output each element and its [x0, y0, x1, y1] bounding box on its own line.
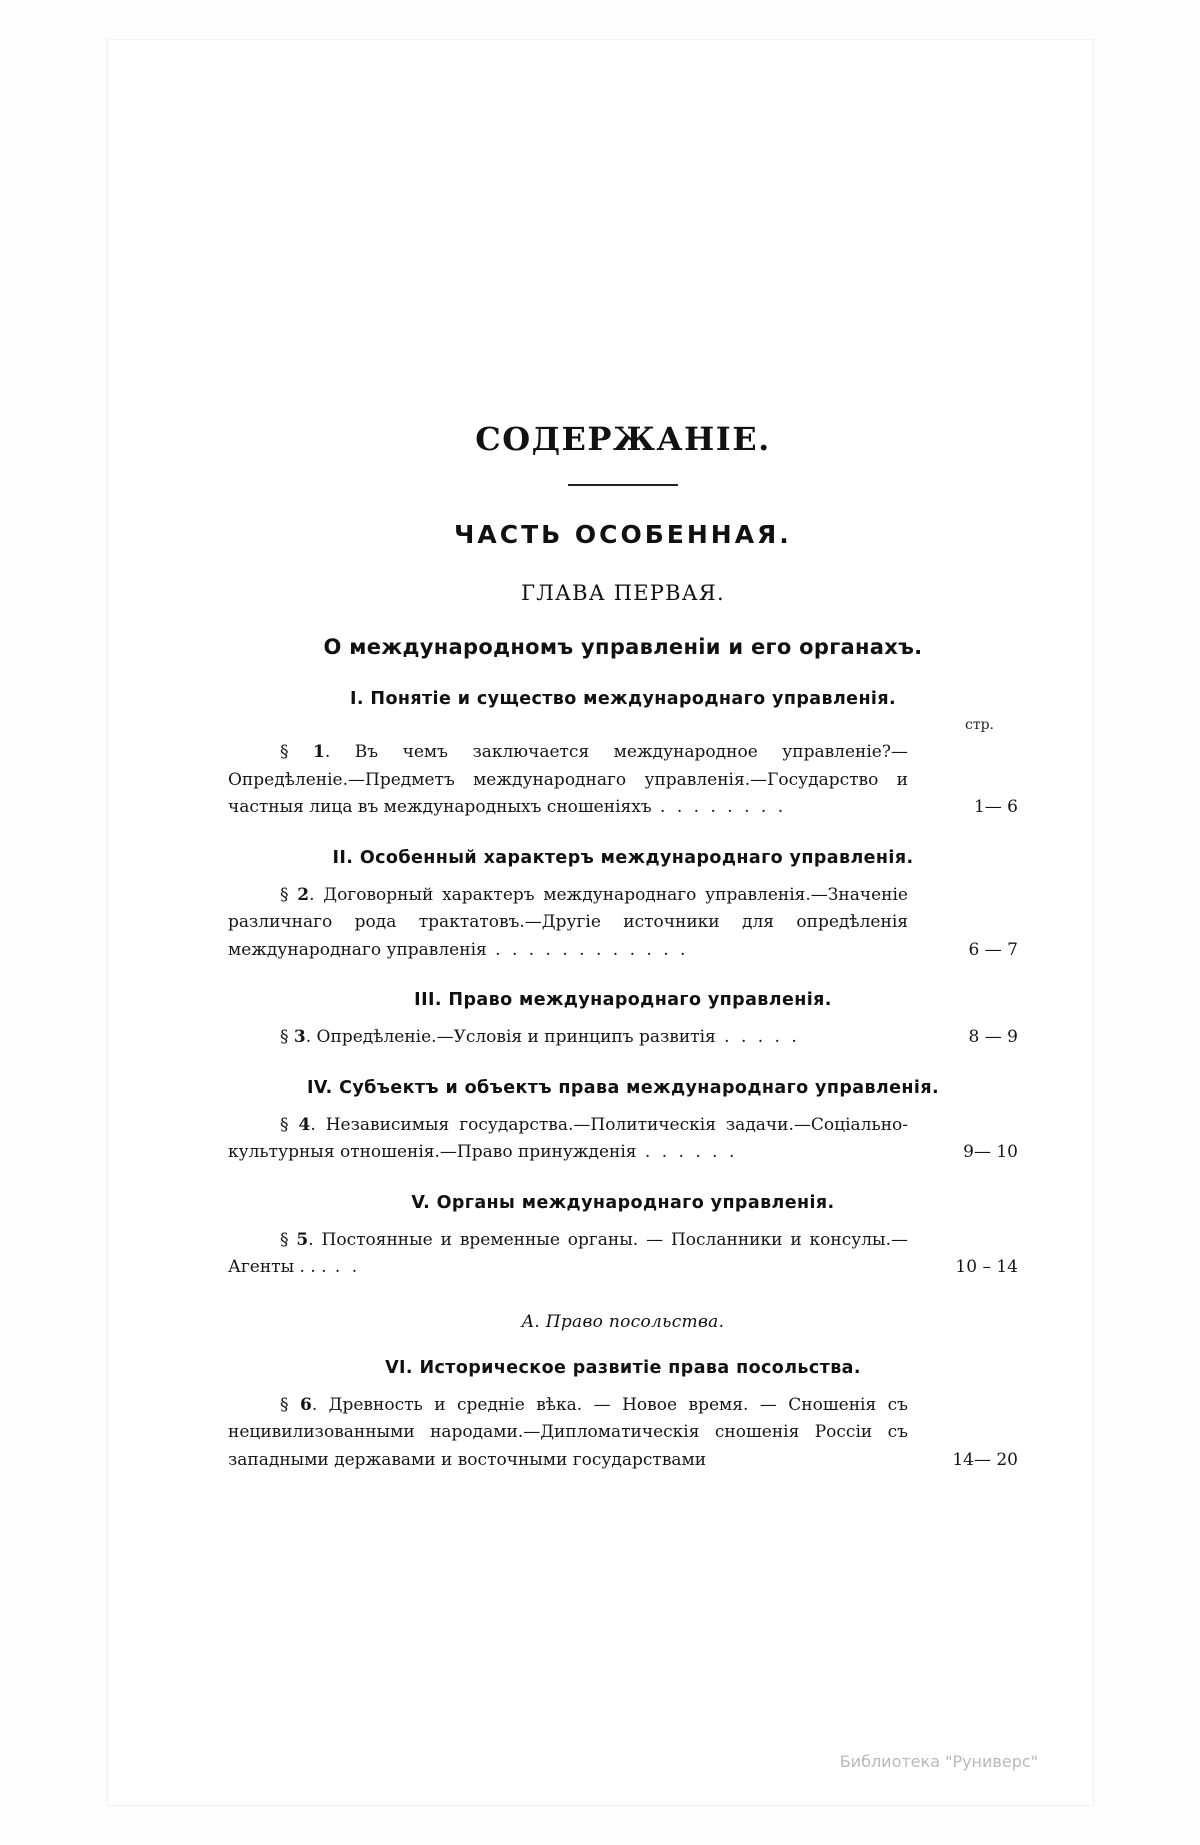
leader-dots: . . . . . [715, 1027, 800, 1048]
section-heading-1: I. Понятіе и существо международнаго управленія. [349, 689, 897, 709]
chapter-title: ГЛАВА ПЕРВАЯ. [521, 581, 725, 605]
entry-pages: 10 – 14 [955, 1257, 1018, 1278]
leader-dots: . . . . . . . . . . . . [486, 939, 689, 960]
section-number: 3 [293, 1027, 306, 1048]
leader-dots: . . . . . . [636, 1142, 738, 1163]
entry-text: . Договорный характеръ международнаго управленія.—Значеніе различнаго рода трактатовъ.—Другіе источники для опредѣленія международнаго управленія [228, 884, 908, 960]
section-number: 5 [296, 1229, 309, 1250]
leader-dots: . . . . . . . . [651, 797, 787, 818]
part-title: ЧАСТЬ ОСОБЕННАЯ. [454, 520, 792, 549]
subsection-label: A. Право посольства. [521, 1311, 725, 1332]
toc-entry[interactable] [228, 1392, 1018, 1475]
leader-dots: . . [326, 1257, 361, 1278]
section-heading-2: II. Особенный характеръ международнаго управленія. [332, 847, 914, 868]
section-marker: § [280, 1229, 289, 1250]
entry-text: . Независимыя государства.—Политическія задачи.—Соціально-культурныя отношенія.—Право принужденія [228, 1114, 909, 1163]
table-of-contents [228, 420, 1018, 1478]
entry-pages: 8 — 9 [968, 1027, 1018, 1048]
section-number: 2 [297, 884, 310, 905]
entry-pages: 9— 10 [963, 1142, 1018, 1163]
title-divider [568, 484, 678, 486]
section-heading-4: IV. Субъектъ и объектъ права международнаго управленія. [306, 1077, 939, 1098]
section-marker: § [280, 1027, 289, 1048]
page-title: СОДЕРЖАНІЕ. [475, 420, 771, 458]
section-heading-6: VI. Историческое развитіе права посольства. [385, 1357, 861, 1378]
entry-text: . Древность и средніе вѣка. — Новое время. — Сношенія съ нецивилизованными народами.—Дипломатическія сношенія Россіи съ западными державами и восточными государствами [228, 1394, 908, 1470]
section-heading-5: V. Органы международнаго управленія. [411, 1192, 835, 1213]
chapter-subtitle: О международномъ управленіи и его органахъ. [323, 635, 923, 659]
section-marker: § [280, 884, 289, 905]
toc-entry[interactable] [228, 882, 1018, 965]
scanned-page [108, 40, 1093, 1805]
entry-text: . Въ чемъ заключается международное управленіе?—Опредѣленіе.—Предметъ международнаго управленія.—Государство и частныя лица въ международныхъ сношеніяхъ [228, 742, 908, 818]
toc-entry[interactable] [228, 739, 1018, 822]
section-number: 1 [313, 742, 325, 762]
entry-text: . Постоянные и временные органы. — Посланники и консулы.—Агенты . . . [228, 1229, 908, 1278]
toc-entry[interactable] [228, 1112, 1018, 1167]
section-marker: § [280, 1394, 289, 1415]
library-watermark: Библиотека "Руниверс" [839, 1752, 1038, 1771]
entry-pages: 1— 6 [973, 797, 1018, 818]
entry-text: . Опредѣленіе.—Условія и принципъ развитія [305, 1027, 716, 1048]
toc-entry[interactable] [228, 1024, 1018, 1052]
section-marker: § [280, 1114, 289, 1135]
section-marker: § [280, 742, 289, 762]
section-number: 4 [298, 1114, 311, 1135]
entry-pages: 14— 20 [952, 1449, 1018, 1470]
toc-entry[interactable] [228, 1227, 1018, 1282]
section-heading-3: III. Право международнаго управленія. [414, 990, 832, 1011]
entry-pages: 6 — 7 [968, 939, 1018, 960]
pages-column-header [228, 717, 1018, 733]
pages-column-header-label: стр. [965, 717, 994, 733]
section-number: 6 [299, 1394, 312, 1415]
